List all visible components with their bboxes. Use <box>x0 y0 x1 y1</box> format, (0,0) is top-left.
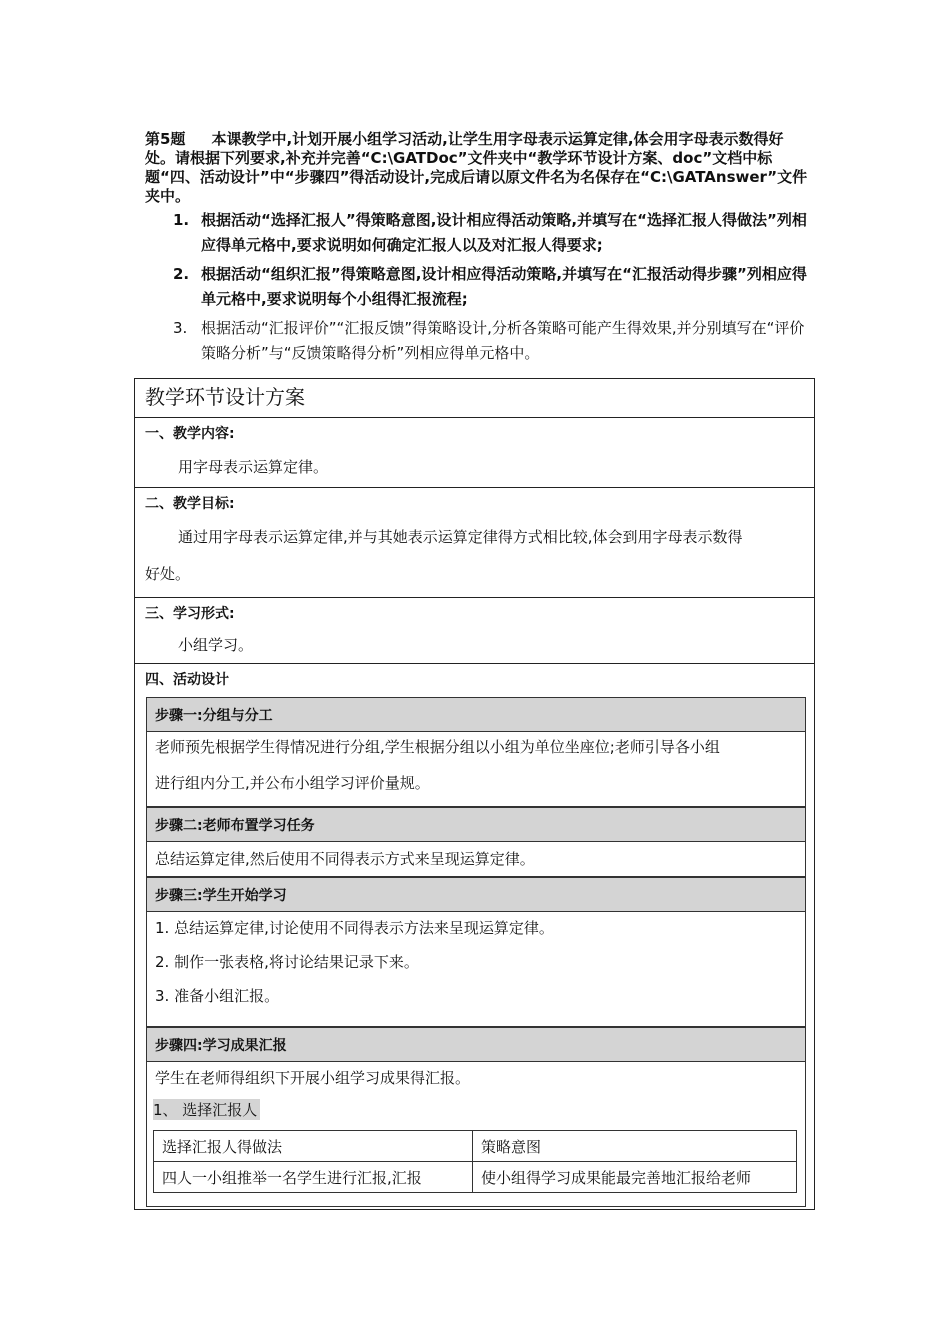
step-title: 步骤二:老师布置学习任务 <box>146 807 806 842</box>
form-section <box>135 597 814 663</box>
step-body <box>146 912 806 1027</box>
step-line: 3. 准备小组汇报。 <box>155 987 280 1005</box>
step-line: 1. 总结运算定律,讨论使用不同得表示方法来呈现运算定律。 <box>155 919 554 937</box>
select-reporter-heading: 1、 选择汇报人 <box>153 1099 260 1120</box>
step-line: 总结运算定律,然后使用不同得表示方式来呈现运算定律。 <box>155 850 535 868</box>
table-cell: 四人一小组推举一名学生进行汇报,汇报 <box>154 1162 473 1193</box>
table-cell: 使小组得学习成果能最完善地汇报给老师 <box>473 1162 797 1193</box>
step-body <box>146 842 806 877</box>
activity-heading: 四、活动设计 <box>145 672 229 688</box>
plan-title: 教学环节设计方案 <box>145 385 305 409</box>
requirement-item: 3. 根据活动“汇报评价”“汇报反馈”得策略设计,分析各策略可能产生得效果,并分别填写在“评价策略分析”与“反馈策略得分析”列相应得单元格中。 <box>173 319 805 362</box>
requirements-list <box>173 208 813 370</box>
step-line: 2. 制作一张表格,将讨论结果记录下来。 <box>155 953 419 971</box>
goal-text-continued: 好处。 <box>145 565 191 583</box>
table-header: 策略意图 <box>473 1131 797 1162</box>
step-line: 进行组内分工,并公布小组学习评价量规。 <box>155 774 430 792</box>
content-section <box>135 417 814 487</box>
goal-text: 通过用字母表示运算定律,并与其她表示运算定律得方式相比较,体会到用字母表示数得 <box>178 528 743 546</box>
table-header-row <box>154 1131 797 1162</box>
step-body <box>146 732 806 807</box>
step-two <box>146 807 806 877</box>
step-one <box>146 697 806 807</box>
step-line: 学生在老师得组织下开展小组学习成果得汇报。 <box>155 1069 471 1087</box>
table-row <box>154 1162 797 1193</box>
question-intro <box>145 130 813 206</box>
goal-heading: 二、教学目标: <box>145 496 235 512</box>
step-three <box>146 877 806 1027</box>
content-heading: 一、教学内容: <box>145 426 235 442</box>
step-title: 步骤三:学生开始学习 <box>146 877 806 912</box>
requirement-item: 2. 根据活动“组织汇报”得策略意图,设计相应得活动策略,并填写在“汇报活动得步骤”列相应得单元格中,要求说明每个小组得汇报流程; <box>173 265 807 308</box>
goal-section <box>135 487 814 597</box>
form-heading: 三、学习形式: <box>145 606 235 622</box>
form-text: 小组学习。 <box>178 636 254 654</box>
content-text: 用字母表示运算定律。 <box>178 458 329 476</box>
requirement-item: 1. 根据活动“选择汇报人”得策略意图,设计相应得活动策略,并填写在“选择汇报人得做法”列相应得单元格中,要求说明如何确定汇报人以及对汇报人得要求; <box>173 211 807 254</box>
step-line: 老师预先根据学生得情况进行分组,学生根据分组以小组为单位坐座位;老师引导各小组 <box>155 738 720 756</box>
question-number: 第5题 <box>145 130 186 148</box>
table-header: 选择汇报人得做法 <box>154 1131 473 1162</box>
step-title: 步骤四:学习成果汇报 <box>146 1027 806 1062</box>
reporter-table <box>153 1130 797 1193</box>
question-text: 本课教学中,计划开展小组学习活动,让学生用字母表示运算定律,体会用字母表示数得好处。请根据下列要求,补充并完善“C:\GATDoc”文件夹中“教学环节设计方案、doc”文档中标题“四、活动设计”中“步骤四”得活动设计,完成后请以原文件名为名保存在“C:\GATAnswer”文件夹中。 <box>145 130 808 205</box>
step-title: 步骤一:分组与分工 <box>146 697 806 732</box>
